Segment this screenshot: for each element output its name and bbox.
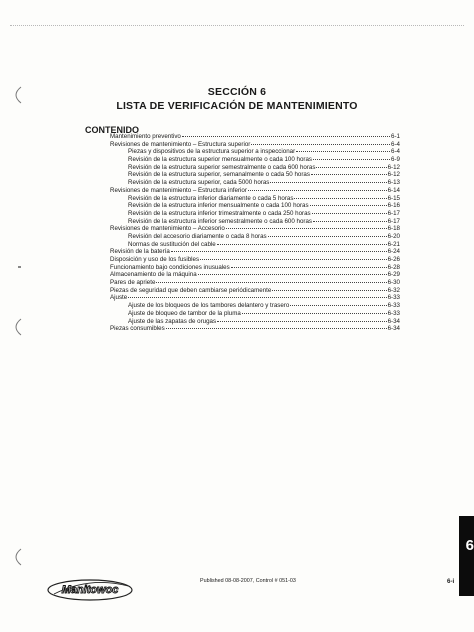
toc-entry <box>110 318 400 326</box>
toc-entry-label: Piezas de seguridad que deben cambiarse periódicamente <box>110 286 272 294</box>
toc-entry-label: Revisión de la estructura inferior trimestralmente o cada 250 horas <box>128 209 311 217</box>
toc-entry-page: 6-12 <box>387 163 400 171</box>
toc-entry-label: Ajuste <box>110 294 128 302</box>
toc-entry-label: Normas de sustitución del cable <box>128 240 216 248</box>
toc-leader-dots <box>313 159 390 160</box>
toc-leader-dots <box>217 321 387 322</box>
toc-entry-page: 6-17 <box>387 209 400 217</box>
published-info: Published 08-08-2007, Control # 051-03 <box>200 578 296 584</box>
toc-entry <box>110 156 400 164</box>
toc-leader-dots <box>296 151 390 152</box>
toc-entry-page: 6-32 <box>387 286 400 294</box>
toc-entry-page: 6-4 <box>391 148 400 156</box>
toc-entry-label: Revisión de la batería <box>110 248 170 256</box>
toc-entry-label: Revisión de la estructura superior mensualmente o cada 100 horas <box>128 156 313 164</box>
toc-entry <box>110 248 400 256</box>
toc-entry <box>110 141 400 149</box>
page-number: 6-i <box>447 578 455 585</box>
toc-entry-label: Ajuste de bloqueo de tambor de la pluma <box>128 309 241 317</box>
margin-tick <box>18 266 21 268</box>
toc-entry-label: Revisión de la estructura superior semestralmente o cada 600 horas <box>128 163 316 171</box>
toc-entry-page: 6-34 <box>387 317 400 325</box>
toc-entry-page: 6-30 <box>387 279 400 287</box>
toc-entry-page: 6-1 <box>391 133 400 140</box>
toc-leader-dots <box>311 174 387 175</box>
toc-entry <box>110 264 400 272</box>
toc-entry-page: 6-13 <box>387 179 400 187</box>
toc-entry-label: Revisión de la estructura inferior mensualmente o cada 100 horas <box>128 202 309 210</box>
toc-leader-dots <box>313 221 387 222</box>
toc-entry <box>110 164 400 172</box>
toc-entry <box>110 287 400 295</box>
toc-entry-page: 6-20 <box>387 232 400 240</box>
toc-entry-page: 6-18 <box>387 225 400 233</box>
toc-entry-page: 6-16 <box>387 202 400 210</box>
toc-entry-label: Piezas consumibles <box>110 325 165 333</box>
toc-leader-dots <box>156 282 386 283</box>
toc-leader-dots <box>231 267 387 268</box>
toc-entry-label: Ajuste de los bloqueos de los tambores delantero y trasero <box>128 302 290 310</box>
toc-entry-page: 6-4 <box>391 140 400 148</box>
toc-entry <box>110 210 400 218</box>
toc-leader-dots <box>310 205 387 206</box>
toc-entry <box>110 195 400 203</box>
toc-entry <box>110 271 400 279</box>
toc-entry <box>110 202 400 210</box>
toc-entry-page: 6-29 <box>387 271 400 279</box>
toc-entry-label: Revisiones de mantenimiento – Estructura inferior <box>110 186 247 194</box>
toc-leader-dots <box>290 305 386 306</box>
toc-entry-label: Revisión del accesorio diariamente o cada 8 horas <box>128 232 267 240</box>
toc-entry-page: 6-33 <box>387 309 400 317</box>
toc-entry <box>110 294 400 302</box>
table-of-contents <box>110 133 400 333</box>
toc-leader-dots <box>242 313 387 314</box>
toc-leader-dots <box>198 274 387 275</box>
toc-entry <box>110 171 400 179</box>
toc-entry <box>110 233 400 241</box>
toc-entry-page: 6-26 <box>387 256 400 263</box>
toc-leader-dots <box>171 251 387 252</box>
toc-entry-label: Funcionamiento bajo condiciones inusuales <box>110 263 230 271</box>
toc-leader-dots <box>182 136 390 137</box>
top-dotted-rule <box>10 25 464 26</box>
toc-leader-dots <box>312 213 387 214</box>
section-number-title: SECCIÓN 6 <box>207 86 267 98</box>
logo-text: Manitowoc <box>61 584 119 596</box>
toc-entry <box>110 187 400 195</box>
toc-entry <box>110 241 400 249</box>
toc-entry-page: 6-15 <box>387 194 400 202</box>
toc-entry <box>110 279 400 287</box>
section-tab <box>459 516 474 596</box>
toc-leader-dots <box>226 228 387 229</box>
toc-entry <box>110 218 400 226</box>
toc-leader-dots <box>248 190 387 191</box>
toc-leader-dots <box>217 244 387 245</box>
toc-leader-dots <box>316 167 386 168</box>
manitowoc-logo <box>44 574 136 604</box>
toc-entry-page: 6-9 <box>391 156 400 164</box>
toc-entry-label: Revisión de la estructura superior, semanalmente o cada 50 horas <box>128 171 310 179</box>
contents-heading: CONTENIDO <box>85 125 139 135</box>
toc-entry-label: Almacenamiento de la máquina <box>110 271 197 279</box>
toc-entry-label: Revisiones de mantenimiento – Accesorio <box>110 225 225 233</box>
toc-entry-page: 6-33 <box>387 302 400 310</box>
toc-leader-dots <box>268 236 387 237</box>
toc-entry-label: Revisiones de mantenimiento – Estructura superior <box>110 140 251 148</box>
binder-hole-mark-middle <box>9 318 23 336</box>
toc-entry-label: Piezas y dispositivos de la estructura superior a inspeccionar <box>128 148 296 156</box>
toc-leader-dots <box>272 290 386 291</box>
toc-leader-dots <box>251 144 390 145</box>
toc-leader-dots <box>128 297 386 298</box>
toc-leader-dots <box>294 198 386 199</box>
toc-entry-label: Mantenimiento preventivo <box>110 133 181 140</box>
toc-entry <box>110 256 400 264</box>
toc-entry-label: Disposición y uso de los fusibles <box>110 256 200 263</box>
toc-entry <box>110 325 400 333</box>
section-tab-label: 6 <box>465 537 474 554</box>
toc-entry <box>110 302 400 310</box>
binder-hole-mark-bottom <box>9 548 23 566</box>
toc-entry-label: Pares de apriete <box>110 279 156 287</box>
toc-entry-page: 6-28 <box>387 263 400 271</box>
toc-entry-label: Revisión de la estructura inferior semestralmente o cada 600 horas <box>128 217 312 225</box>
toc-entry-label: Ajuste de las zapatas de orugas <box>128 317 217 325</box>
toc-entry-page: 6-24 <box>387 248 400 256</box>
toc-entry-page: 6-14 <box>387 186 400 194</box>
toc-entry-page: 6-33 <box>387 294 400 302</box>
toc-leader-dots <box>200 259 387 260</box>
toc-entry-page: 6-21 <box>387 240 400 248</box>
toc-entry-page: 6-12 <box>387 171 400 179</box>
toc-entry-label: Revisión de la estructura superior, cada 5000 horas <box>128 179 270 187</box>
toc-entry-page: 6-17 <box>387 217 400 225</box>
toc-leader-dots <box>166 328 387 329</box>
toc-leader-dots <box>270 182 386 183</box>
toc-entry <box>110 179 400 187</box>
toc-entry-page: 6-34 <box>387 325 400 333</box>
toc-entry <box>110 310 400 318</box>
toc-entry <box>110 225 400 233</box>
section-title: LISTA DE VERIFICACIÓN DE MANTENIMIENTO <box>116 100 358 112</box>
toc-entry <box>110 148 400 156</box>
toc-entry-label: Revisión de la estructura inferior diariamente o cada 5 horas <box>128 194 294 202</box>
toc-entry <box>110 133 400 141</box>
